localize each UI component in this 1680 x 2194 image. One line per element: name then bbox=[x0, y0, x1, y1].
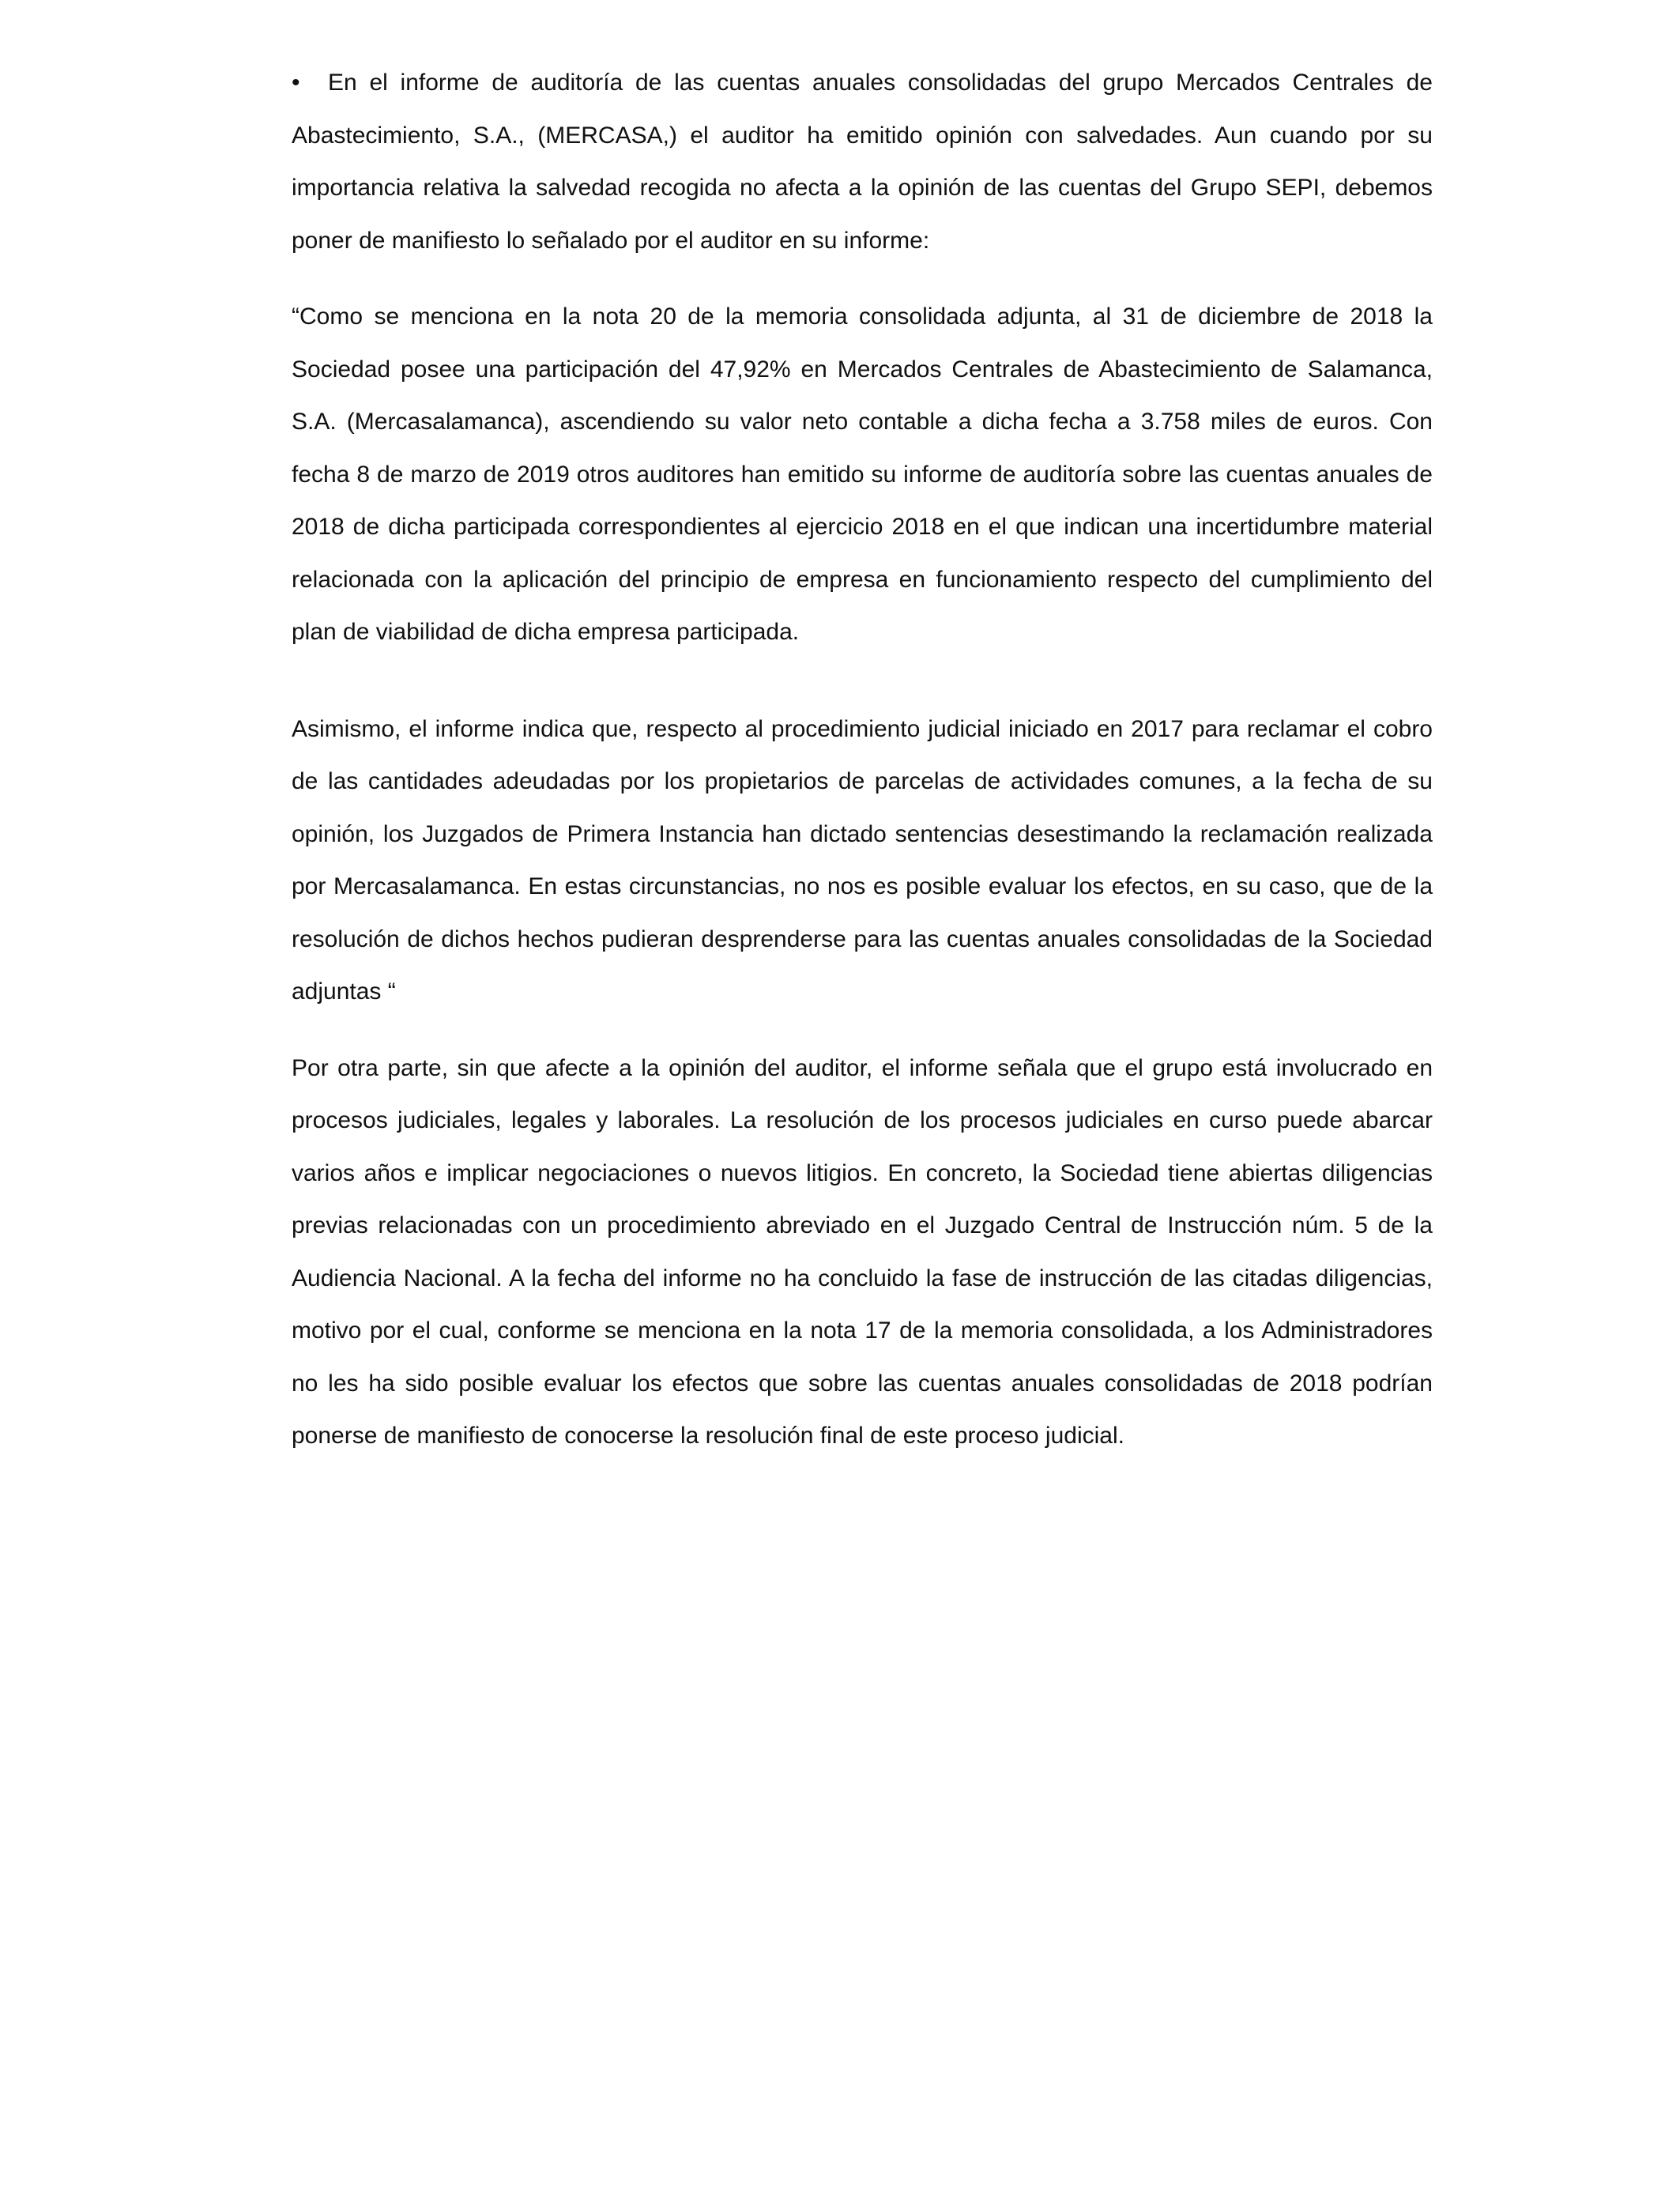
document-body bbox=[292, 57, 1433, 1463]
legal-proceedings-paragraph: Asimismo, el informe indica que, respecto al procedimiento judicial iniciado en 2017 para reclamar el cobro de las cantidades adeudadas por los propietarios de parcelas de actividades comunes, a la fecha de su opinión, los Juzgados de Primera Instancia han dictado sentencias desestimando la reclamación realizada por Mercasalamanca. En estas circunstancias, no nos es posible evaluar los efectos, en su caso, que de la resolución de dichos hechos pudieran desprenderse para las cuentas anuales consolidadas de la Sociedad adjuntas “ bbox=[292, 715, 1433, 1005]
auditor-quote-paragraph: “Como se menciona en la nota 20 de la memoria consolidada adjunta, al 31 de diciembre de 2018 la Sociedad posee una participación del 47,92% en Mercados Centrales de Abastecimiento de Salamanca, S.A. (Mercasalamanca), ascendiendo su valor neto contable a dicha fecha a 3.758 miles de euros. Con fecha 8 de marzo de 2019 otros auditores han emitido su informe de auditoría sobre las cuentas anuales de 2018 de dicha participada correspondientes al ejercicio 2018 en el que indican una incertidumbre material relacionada con la aplicación del principio de empresa en funcionamiento respecto del cumplimiento del plan de viabilidad de dicha empresa participada. bbox=[292, 303, 1433, 645]
judicial-processes-paragraph: Por otra parte, sin que afecte a la opinión del auditor, el informe señala que el grupo está involucrado en procesos judiciales, legales y laborales. La resolución de los procesos judiciales en curso puede abarcar varios años e implicar negociaciones o nuevos litigios. En concreto, la Sociedad tiene abiertas diligencias previas relacionadas con un procedimiento abreviado en el Juzgado Central de Instrucción núm. 5 de la Audiencia Nacional. A la fecha del informe no ha concluido la fase de instrucción de las citadas diligencias, motivo por el cual, conforme se menciona en la nota 17 de la memoria consolidada, a los Administradores no les ha sido posible evaluar los efectos que sobre las cuentas anuales consolidadas de 2018 podrían ponerse de manifiesto de conocerse la resolución final de este proceso judicial. bbox=[292, 1054, 1433, 1449]
bullet-icon: • bbox=[292, 70, 300, 96]
bullet-paragraph-mercasa bbox=[292, 57, 1433, 267]
paragraph-text: En el informe de auditoría de las cuentas anuales consolidadas del grupo Mercados Centrales de Abastecimiento, S.A., (MERCASA,) el auditor ha emitido opinión con salvedades. Aun cuando por su importancia relativa la salvedad recogida no afecta a la opinión de las cuentas del Grupo SEPI, debemos poner de manifiesto lo señalado por el auditor en su informe: bbox=[292, 70, 1433, 254]
